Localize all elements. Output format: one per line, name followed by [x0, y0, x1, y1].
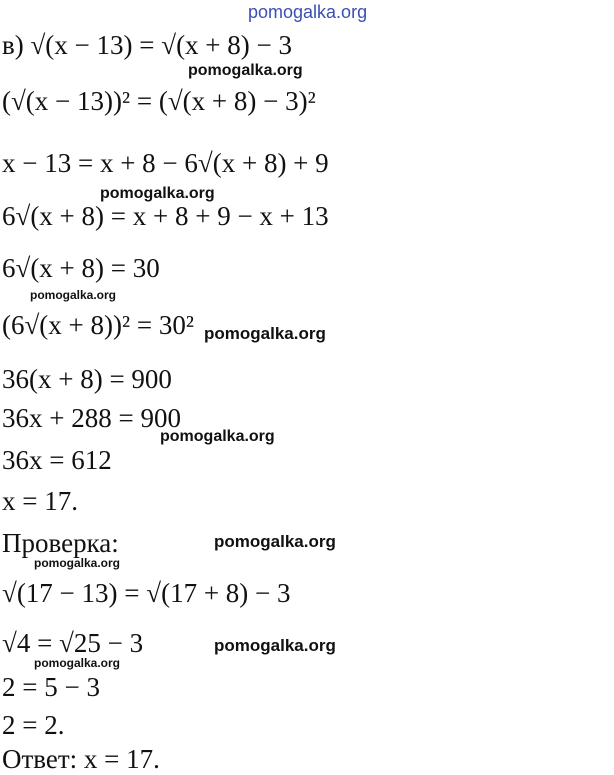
equation-line-13: 2 = 5 − 3: [2, 672, 100, 702]
watermark: pomogalka.org: [34, 656, 121, 670]
check-heading: Проверка:: [2, 528, 119, 558]
equation-line-6: (6√(x + 8))² = 30²: [2, 310, 194, 340]
watermark: pomogalka.org: [34, 556, 121, 570]
watermark: pomogalka.org: [30, 288, 117, 302]
equation-line-1: в) √(x − 13) = √(x + 8) − 3: [2, 30, 292, 60]
watermark-top: pomogalka.org: [248, 2, 368, 22]
watermark: pomogalka.org: [204, 324, 326, 343]
equation-line-3: x − 13 = x + 8 − 6√(x + 8) + 9: [2, 148, 329, 178]
watermark: pomogalka.org: [214, 636, 336, 655]
equation-line-7: 36(x + 8) = 900: [2, 364, 172, 394]
equation-line-8: 36x + 288 = 900: [2, 403, 181, 433]
equation-line-10: x = 17.: [2, 486, 78, 516]
equation-line-14: 2 = 2.: [2, 710, 65, 740]
equation-line-9: 36x = 612: [2, 445, 112, 475]
watermark: pomogalka.org: [160, 428, 275, 445]
equation-line-2: (√(x − 13))² = (√(x + 8) − 3)²: [2, 86, 316, 116]
watermark: pomogalka.org: [214, 532, 336, 551]
watermark: pomogalka.org: [100, 185, 215, 202]
equation-line-11: √(17 − 13) = √(17 + 8) − 3: [2, 578, 291, 608]
equation-line-5: 6√(x + 8) = 30: [2, 253, 160, 283]
answer-line: Ответ: x = 17.: [2, 744, 160, 774]
equation-line-4: 6√(x + 8) = x + 8 + 9 − x + 13: [2, 201, 329, 231]
watermark: pomogalka.org: [188, 62, 303, 79]
equation-line-12: √4 = √25 − 3: [2, 628, 144, 658]
